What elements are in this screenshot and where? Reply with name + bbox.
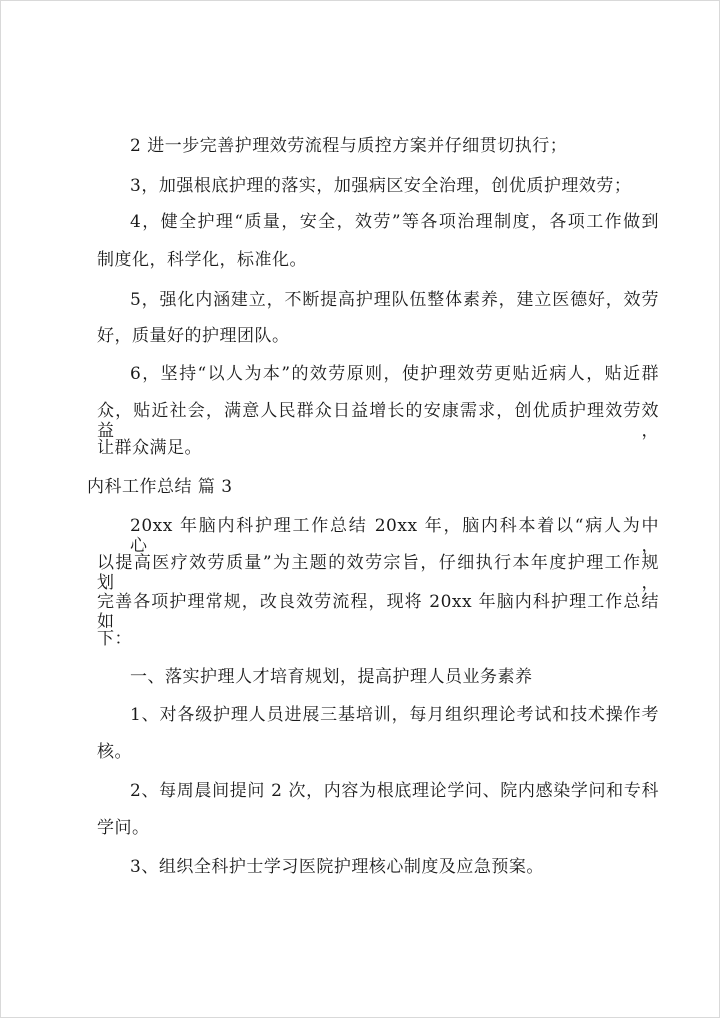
- paragraph-line: 4，健全护理“质量，安全，效劳”等各项治理制度，各项工作做到: [130, 212, 659, 232]
- paragraph-line: 3，加强根底护理的落实，加强病区安全治理，创优质护理效劳；: [130, 176, 632, 196]
- paragraph-line: 以提高医疗效劳质量”为主题的效劳宗旨，仔细执行本年度护理工作规划，: [97, 553, 659, 593]
- paragraph-line: 制度化，科学化，标准化。: [97, 250, 307, 270]
- subsection-heading: 一、落实护理人才培育规划，提高护理人员业务素养: [130, 667, 533, 687]
- paragraph-line: 完善各项护理常规，改良效劳流程，现将 20xx 年脑内科护理工作总结如: [97, 592, 659, 632]
- paragraph-line: 众，贴近社会，满意人民群众日益增长的安康需求，创优质护理效劳效益，: [97, 401, 659, 441]
- paragraph-line: 6，坚持“以人为本”的效劳原则，使护理效劳更贴近病人，贴近群: [130, 364, 659, 384]
- paragraph-line: 1、对各级护理人员进展三基培训，每月组织理论考试和技术操作考: [130, 705, 659, 725]
- paragraph-line: 学问。: [97, 818, 150, 838]
- paragraph-line: 2 进一步完善护理效劳流程与质控方案并仔细贯切执行；: [130, 136, 568, 156]
- section-heading: 内科工作总结 篇 3: [87, 477, 233, 497]
- paragraph-line: 3、组织全科护士学习医院护理核心制度及应急预案。: [130, 857, 544, 877]
- paragraph-line: 好，质量好的护理团队。: [97, 326, 290, 346]
- paragraph-line: 5，强化内涵建立，不断提高护理队伍整体素养，建立医德好，效劳: [130, 290, 659, 310]
- paragraph-line: 让群众满足。: [97, 438, 202, 458]
- paragraph-line: 核。: [97, 742, 132, 762]
- paragraph-line: 20xx 年脑内科护理工作总结 20xx 年，脑内科本着以“病人为中心，: [130, 516, 659, 556]
- paragraph-line: 2、每周晨间提问 2 次，内容为根底理论学问、院内感染学问和专科: [130, 781, 659, 801]
- paragraph-line: 下：: [97, 629, 132, 649]
